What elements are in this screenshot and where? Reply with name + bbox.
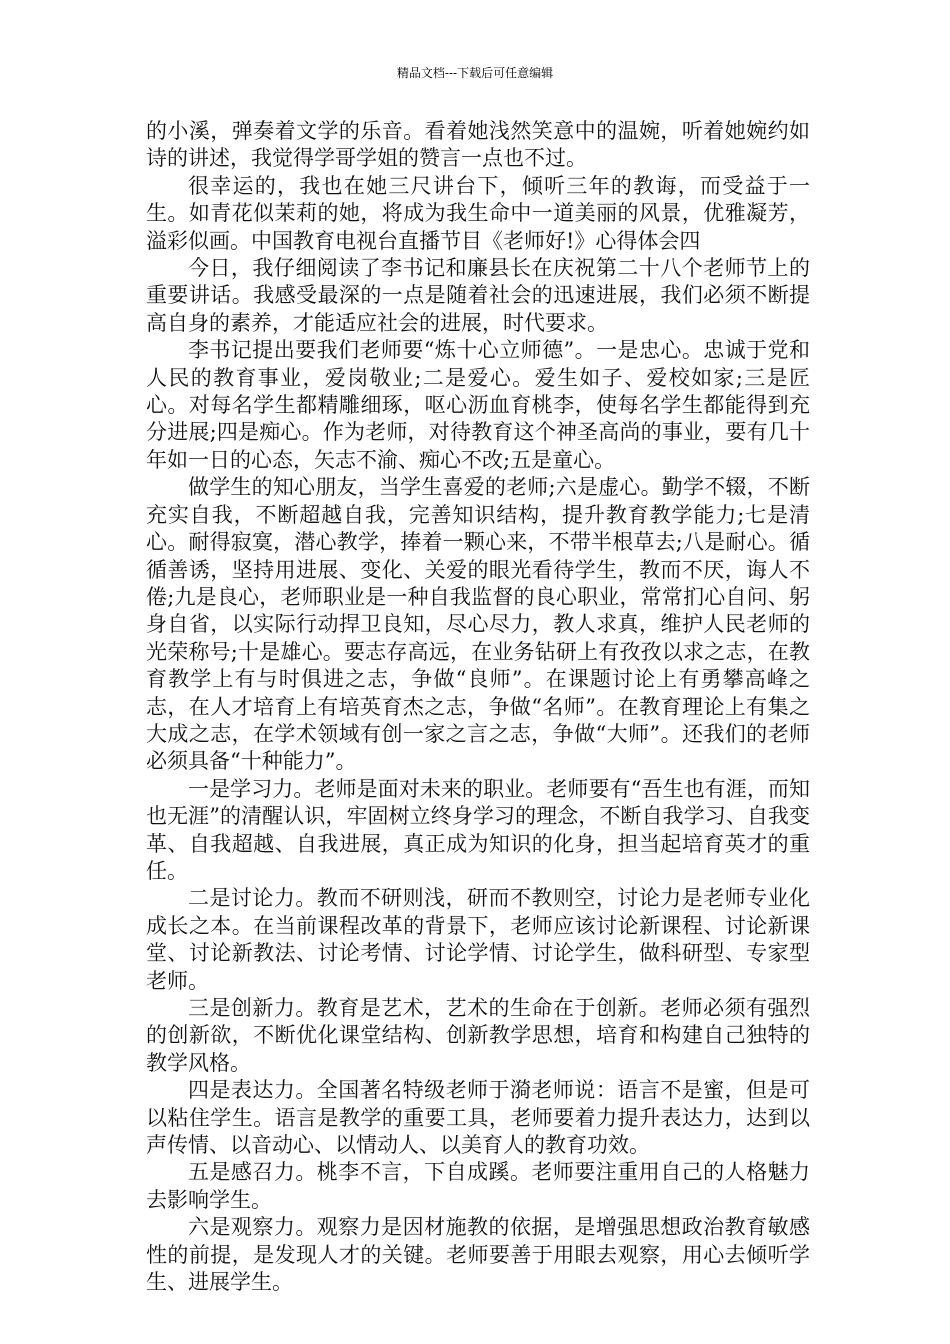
- paragraph: 六是观察力。观察力是因材施教的依据，是增强思想政治教育敏感性的前提，是发现人才的关键。老师要善于用眼去观察，用心去倾听学生、进展学生。: [146, 1215, 810, 1295]
- paragraph: 二是讨论力。教而不研则浅，研而不教则空，讨论力是老师专业化成长之本。在当前课程改革的背景下，老师应该讨论新课程、讨论新课堂、讨论新教法、讨论考情、讨论学情、讨论学生，做科研型、专家型老师。: [146, 886, 810, 993]
- paragraph: 的小溪，弹奏着文学的乐音。看着她浅然笑意中的温婉，听着她婉约如诗的讲述，我觉得学哥学姐的赞言一点也不过。: [146, 119, 810, 171]
- paragraph: 很幸运的，我也在她三尺讲台下，倾听三年的教诲，而受益于一生。如青花似茉莉的她，将成为我生命中一道美丽的风景，优雅凝芳，溢彩似画。中国教育电视台直播节目《老师好!》心得体会四: [146, 173, 810, 253]
- paragraph: 四是表达力。全国著名特级老师于漪老师说：语言不是蜜，但是可以粘住学生。语言是教学的重要工具，老师要着力提升表达力，达到以声传情、以音动心、以情动人、以美育人的教育功效。: [146, 1078, 810, 1158]
- paragraph: 李书记提出要我们老师要“炼十心立师德”。一是忠心。忠诚于党和人民的教育事业，爱岗敬业;二是爱心。爱生如子、爱校如家;三是匠心。对每名学生都精雕细琢，呕心沥血育桃李，使每名学生都能得到充分进展;四是痴心。作为老师，对待教育这个神圣高尚的事业，要有几十年如一日的心态，矢志不渝、痴心不改;五是童心。: [146, 338, 810, 472]
- document-body: [146, 118, 810, 1296]
- paragraph: 三是创新力。教育是艺术，艺术的生命在于创新。老师必须有强烈的创新欲，不断优化课堂结构、创新教学思想，培育和构建自己独特的教学风格。: [146, 996, 810, 1075]
- paragraph: 五是感召力。桃李不言，下自成蹊。老师要注重用自己的人格魅力去影响学生。: [146, 1160, 810, 1212]
- paragraph: 一是学习力。老师是面对未来的职业。老师要有“吾生也有涯，而知也无涯”的清醒认识，牢固树立终身学习的理念，不断自我学习、自我变革、自我超越、自我进展，真正成为知识的化身，担当起培育英才的重任。: [146, 776, 810, 883]
- paragraph: 做学生的知心朋友，当学生喜爱的老师;六是虚心。勤学不辍，不断充实自我，不断超越自我，完善知识结构，提升教育教学能力;七是清心。耐得寂寞，潜心教学，捧着一颗心来，不带半根草去;八是耐心。循循善诱，坚持用进展、变化、关爱的眼光看待学生，教而不厌，诲人不倦;九是良心，老师职业是一种自我监督的良心职业，常常扪心自问、躬身自省，以实际行动捍卫良知，尽心尽力，教人求真，维护人民老师的光荣称号;十是雄心。要志存高远，在业务钻研上有孜孜以求之志，在教育教学上有与时俱进之志，争做“良师”。在课题讨论上有勇攀高峰之志，在人才培育上有培英育杰之志，争做“名师”。在教育理论上有集之大成之志，在学术领域有创一家之言之志，争做“大师”。还我们的老师必须具备“十种能力”。: [146, 475, 810, 774]
- paragraph: 今日，我仔细阅读了李书记和廉县长在庆祝第二十八个老师节上的重要讲话。我感受最深的一点是随着社会的迅速进展，我们必须不断提高自身的素养，才能适应社会的进展，时代要求。: [146, 256, 810, 335]
- page-header: 精品文档---下载后可任意编辑: [396, 66, 554, 80]
